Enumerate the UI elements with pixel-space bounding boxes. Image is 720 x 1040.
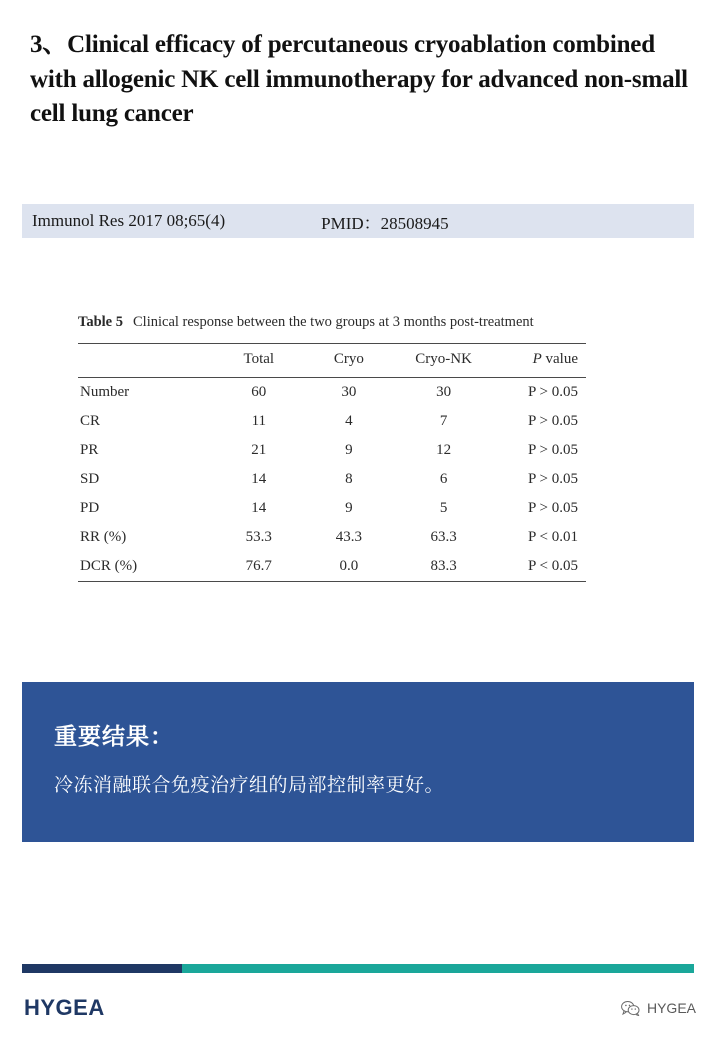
cell-cryo: 4 [345,413,353,430]
table-bottom-rule-cell [78,582,586,583]
cell-cryo: 43.3 [335,529,363,546]
row-label: PD [80,500,100,517]
column-header-cryo-nk: Cryo-NK [415,351,472,368]
key-result-box [22,682,694,842]
cell-cryo-nk: 30 [436,384,452,401]
column-header-total: Total [243,351,275,368]
row-label: CR [80,413,101,430]
cell-p-value: P > 0.05 [528,442,578,459]
key-result-heading: 重要结果： [54,723,174,749]
column-header-blank [78,344,214,378]
table-row [78,407,586,436]
row-label: Number [80,384,130,401]
table-row [78,436,586,465]
cell-total: 60 [251,384,267,401]
cell-p-value: P > 0.05 [528,384,578,401]
cell-cryo-nk: 12 [436,442,452,459]
column-header-p-value: P value [532,351,578,368]
cell-p-value: P > 0.05 [528,413,578,430]
table-row [78,552,586,582]
table-figure [78,312,588,582]
table-body [78,378,586,583]
wechat-icon [621,1001,640,1016]
table-caption-text: Clinical response between the two groups at 3 months post-treatment [133,314,534,330]
cell-cryo: 8 [345,471,353,488]
row-label: RR (%) [80,529,127,546]
row-label: PR [80,442,99,459]
table-header-row [78,344,586,378]
figure-caption [78,312,588,333]
table-row [78,465,586,494]
key-result-body: 冷冻消融联合免疫治疗组的局部控制率更好。 [54,775,445,796]
cell-total: 53.3 [245,529,272,546]
cell-total: 21 [251,442,267,459]
cell-cryo-nk: 63.3 [430,529,457,546]
cell-total: 76.7 [245,558,272,575]
cell-p-value: P > 0.05 [528,471,578,488]
wechat-label: HYGEA [646,1000,696,1016]
faint-watermark [185,950,225,962]
table-row [78,523,586,552]
column-header-cryo: Cryo [333,351,364,368]
row-label: DCR (%) [80,558,138,575]
cell-cryo: 0.0 [339,558,359,575]
cell-p-value: P < 0.05 [528,558,578,575]
footer-rule-dark [22,964,182,973]
cell-p-value: P < 0.01 [528,529,578,546]
table-row [78,494,586,523]
cell-total: 14 [251,500,267,517]
cell-cryo: 9 [345,442,353,459]
footer-logo: HYGEA [24,995,105,1020]
clinical-response-table [78,343,586,582]
row-label: SD [80,471,100,488]
cell-cryo-nk: 5 [439,500,448,517]
cell-total: 11 [251,413,267,430]
cell-p-value: P > 0.05 [528,500,578,517]
citation-pmid: PMID：28508945 [321,213,449,233]
cell-cryo-nk: 83.3 [430,558,457,575]
table-label: Table 5 [78,314,123,330]
table-row [78,378,586,408]
cell-total: 14 [251,471,267,488]
cell-cryo-nk: 6 [439,471,448,488]
table-bottom-rule [78,582,586,583]
footer-rule-teal [182,964,694,973]
cell-cryo: 9 [345,500,353,517]
cell-cryo-nk: 7 [439,413,448,430]
wechat-credit [621,1000,696,1016]
citation-bar [22,204,694,238]
table-header [78,344,586,378]
citation-journal: Immunol Res 2017 08;65(4) [32,211,226,230]
page-title: 3、Clinical efficacy of percutaneous cryoablation combined with allogenic NK cell immunotherapy for advanced non-small cell lung cancer [30,31,688,127]
cell-cryo: 30 [341,384,357,401]
